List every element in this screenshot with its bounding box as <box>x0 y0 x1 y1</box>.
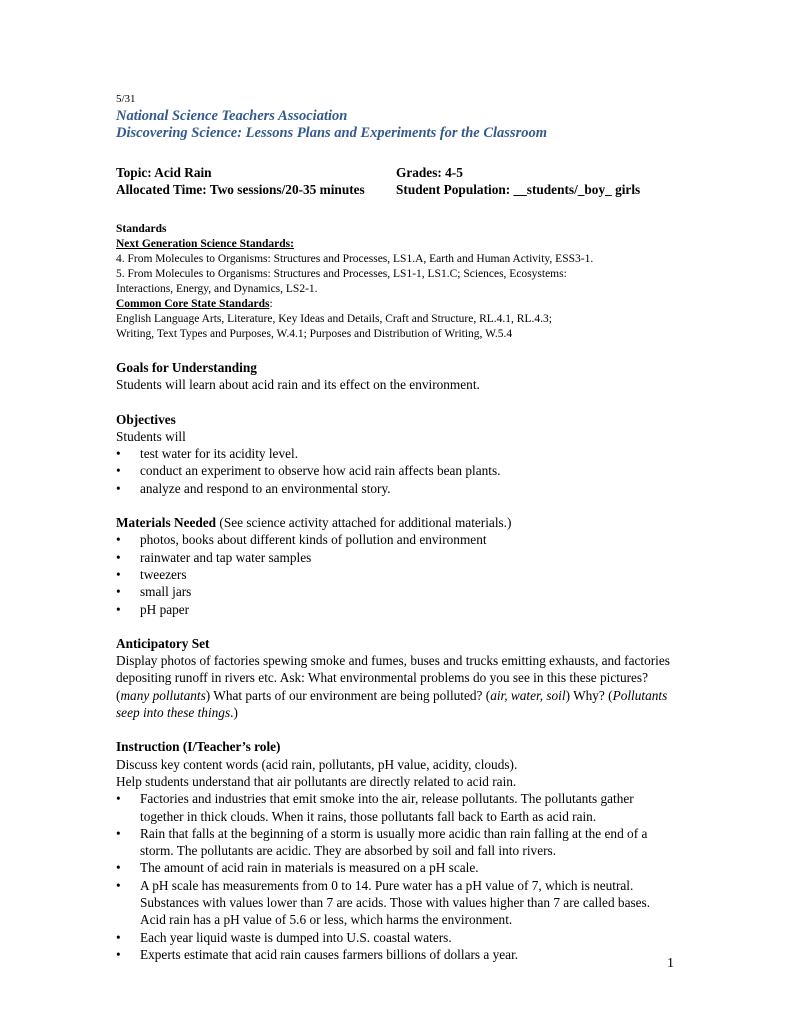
material-item: • small jars <box>116 583 676 600</box>
instruction-item: • Factories and industries that emit smoke into the air, release pollutants. The pollutants gather together in thick clouds. When it rains, those pollutants fall back to Earth as acid rain. <box>116 790 676 825</box>
instruction-item: • The amount of acid rain in materials is measured on a pH scale. <box>116 859 676 876</box>
instruction-line: Discuss key content words (acid rain, pollutants, pH value, acidity, clouds). <box>116 756 518 772</box>
student-population: Student Population: __students/_boy_ girls <box>396 182 641 197</box>
ngss-heading: Next Generation Science Standards: <box>116 238 294 250</box>
ngss-line: 5. From Molecules to Organisms: Structures and Processes, LS1-1, LS1.C; Sciences, Ecosystems: <box>116 268 567 280</box>
instruction-line: Help students understand that air pollutants are directly related to acid rain. <box>116 773 517 789</box>
ngss-line: Interactions, Energy, and Dynamics, LS2-1. <box>116 283 318 295</box>
ccss-heading: Common Core State Standards <box>116 298 270 310</box>
grades-label: Grades: 4-5 <box>396 165 463 180</box>
material-item: • rainwater and tap water samples <box>116 549 676 566</box>
objectives-section <box>116 411 676 497</box>
materials-note: (See science activity attached for additional materials.) <box>216 515 512 531</box>
objectives-intro: Students will <box>116 428 186 444</box>
material-item: • tweezers <box>116 566 676 583</box>
org-name: National Science Teachers Association <box>116 108 348 124</box>
standards-heading: Standards <box>116 223 167 235</box>
objectives-heading: Objectives <box>116 411 176 427</box>
anticipatory-text: Display photos of factories spewing smoke and fumes, buses and trucks emitting exhausts, and factories depositing runoff in rivers etc. Ask: What environmental problems do you see in this these pictures? (many pollutants) What parts of our environment are being polluted? (air, water, soil) Why? (Pollutants seep into these things.) <box>116 653 670 721</box>
material-item: • photos, books about different kinds of pollution and environment <box>116 531 676 548</box>
topic-label: Topic: Acid Rain <box>116 165 212 180</box>
instruction-item: • A pH scale has measurements from 0 to 14. Pure water has a pH value of 7, which is neutral. Substances with values lower than 7 are acids. Those with values higher than 7 are called bases. Acid rain has a pH value of 5.6 or less, which harms the environment. <box>116 877 676 929</box>
ccss-line: English Language Arts, Literature, Key Ideas and Details, Craft and Structure, RL.4.1, RL.4.3; <box>116 313 552 325</box>
anticipatory-heading: Anticipatory Set <box>116 635 210 651</box>
ngss-line: 4. From Molecules to Organisms: Structures and Processes, LS1.A, Earth and Human Activity, ESS3-1. <box>116 253 594 265</box>
instruction-item: • Each year liquid waste is dumped into U.S. coastal waters. <box>116 929 676 946</box>
objective-item: • analyze and respond to an environmental story. <box>116 480 676 497</box>
header-date: 5/31 <box>116 93 136 105</box>
instruction-heading: Instruction (I/Teacher’s role) <box>116 739 281 755</box>
goals-text: Students will learn about acid rain and its effect on the environment. <box>116 377 480 393</box>
goals-section <box>116 359 676 394</box>
ccss-colon: : <box>269 298 273 310</box>
materials-section <box>116 514 676 618</box>
document-page <box>116 93 676 963</box>
page-number: 1 <box>667 956 674 971</box>
objective-item: • test water for its acidity level. <box>116 445 676 462</box>
materials-heading: Materials Needed <box>116 515 217 531</box>
ccss-line: Writing, Text Types and Purposes, W.4.1; Purposes and Distribution of Writing, W.5.4 <box>116 328 513 340</box>
objective-item: • conduct an experiment to observe how acid rain affects bean plants. <box>116 462 676 479</box>
instruction-item: • Rain that falls at the beginning of a storm is usually more acidic than rain falling at the end of a storm. The pollutants are acidic. They are absorbed by soil and fall into rivers. <box>116 825 676 860</box>
document-title: Discovering Science: Lessons Plans and Experiments for the Classroom <box>116 125 547 141</box>
anticipatory-section <box>116 635 676 721</box>
topic-block <box>116 164 676 198</box>
allocated-time: Allocated Time: Two sessions/20-35 minutes <box>116 182 365 197</box>
goals-heading: Goals for Understanding <box>116 360 257 375</box>
instruction-section <box>116 738 676 963</box>
material-item: • pH paper <box>116 601 676 618</box>
instruction-item: • Experts estimate that acid rain causes farmers billions of dollars a year. <box>116 946 676 963</box>
standards-section <box>116 222 676 342</box>
